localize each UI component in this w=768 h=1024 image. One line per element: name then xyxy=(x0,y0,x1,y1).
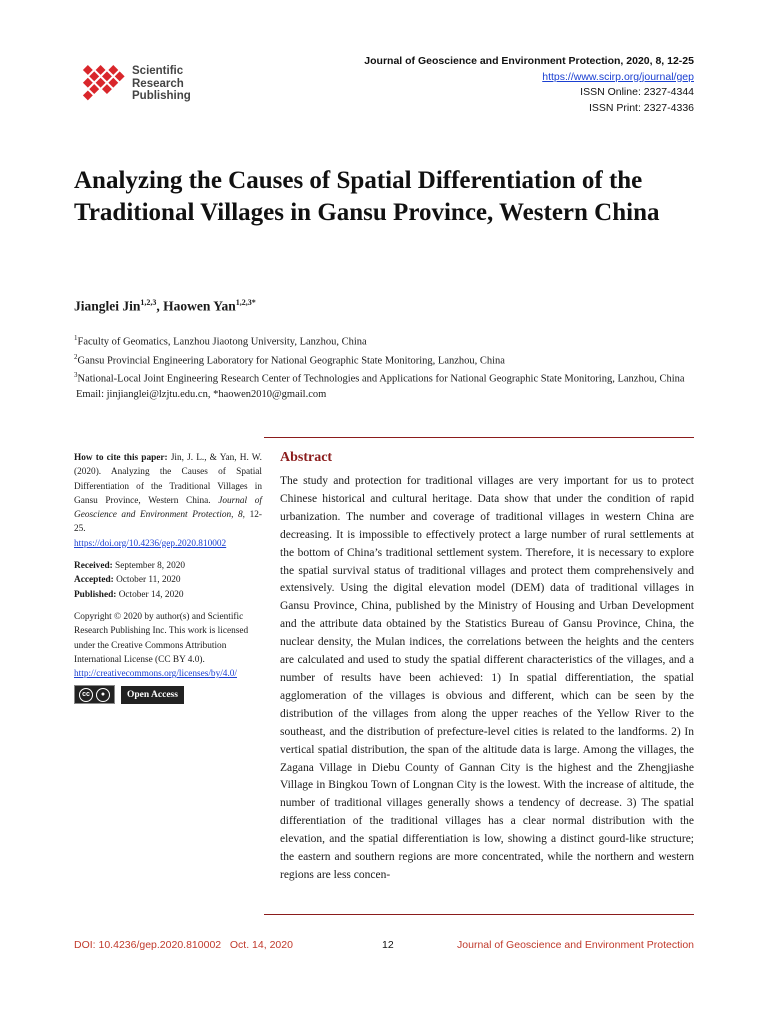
license-badges xyxy=(74,685,262,704)
received-label: Received: xyxy=(74,561,113,572)
journal-url-link[interactable]: https://www.scirp.org/journal/gep xyxy=(542,70,694,83)
affiliation-text: Faculty of Geomatics, Lanzhou Jiaotong University, Lanzhou, China xyxy=(77,336,367,348)
copyright-text: Copyright © 2020 by author(s) and Scientific Research Publishing Inc. This work is licensed under the Creative Commons Attribution International License (CC BY 4.0). xyxy=(74,611,249,665)
affiliation xyxy=(74,350,694,369)
how-to-cite xyxy=(74,451,262,537)
publisher-name: Scientific Research Publishing xyxy=(132,65,191,102)
affiliation xyxy=(74,331,694,350)
affiliations xyxy=(74,331,694,402)
author-name: Jianglei Jin xyxy=(74,298,141,314)
doi-link[interactable]: https://doi.org/10.4236/gep.2020.810002 xyxy=(74,538,227,549)
issn-online: ISSN Online: 2327-4344 xyxy=(580,86,694,98)
footer-journal: Journal of Geoscience and Environment Protection xyxy=(457,939,694,951)
cite-pages: 12-25. xyxy=(74,510,262,535)
copyright-notice xyxy=(74,610,262,681)
author-email: Email: jinjianglei@lzjtu.edu.cn, *haowen2010@gmail.com xyxy=(76,388,327,400)
author-name: Haowen Yan xyxy=(163,298,236,314)
cite-label: How to cite this paper: xyxy=(74,453,168,463)
cc-by-badge[interactable] xyxy=(74,685,115,704)
accepted-label: Accepted: xyxy=(74,575,114,586)
abstract-text: The study and protection for traditional villages are very important for us to protect Chinese historical and cultural heritage. Data show that under the condition of rapid urbanization. The number and coverage of traditional villages in western China are decreasing. It is impossible to effectively protect a large number of rural settlements at the bottom of China’s traditional settlement system. Therefore, it is necessary to explore the spatial survival status of traditional villages and protect them comprehensively and extensively. Using the digital elevation model (DEM) data of traditional villages in Gansu Province, China, published by the Ministry of Housing and Urban Development and the attribute data obtained by the Statistics Bureau of Gansu Province, China, the nuclear density, the Mulan indices, the correlations between the heights and the centers are calculated and used to study the spatial different characteristics of the villages, and a number of results have been achieved: 1) In spatial differentiation, the spatial agglomeration of the villages is obvious and different, which can be seen by the distribution of the villages from along the upper reaches of the Yellow River to the southeast, and the distribution of prefecture-level cities is related to the landforms. 2) In vertical spatial distribution, the span of the altitude data is large. Among the villages, the Zagana Village in Diebu County of Gannan City is the highest and the Zhengjiashe Village in Bingkou Town of Longnan City is the lowest. With the increase of altitude, the number of traditional villages generally shows a tendency of decrease. 3) The spatial differentiation of the traditional villages has a clear normal distribution with the elevation, and the spatial differentiation is low, showing a distinct gourd-like structure; the eastern and southern regions are more concentrated, while the northern and western regions are less concen- xyxy=(280,475,694,881)
affiliation-sup: 3 xyxy=(74,371,78,379)
author-affil-sup: 1,2,3* xyxy=(235,298,256,307)
cite-journal: Journal of Geoscience and Environment Protection, 8, xyxy=(74,495,262,521)
publisher-logo-icon xyxy=(74,54,130,110)
by-icon: ● xyxy=(96,688,110,702)
cc-icon: cc xyxy=(79,688,93,702)
issn-print: ISSN Print: 2327-4336 xyxy=(588,101,694,114)
publisher-logo xyxy=(74,54,204,110)
footer-doi-date xyxy=(74,939,293,951)
published-date: October 14, 2020 xyxy=(118,589,184,600)
abstract-bottom-rule xyxy=(264,914,694,915)
author-separator: , xyxy=(156,298,164,314)
abstract-heading: Abstract xyxy=(280,450,333,465)
paper-title: Analyzing the Causes of Spatial Differentiation of the Traditional Villages in Gansu Province, Western China xyxy=(74,167,660,226)
affiliation-sup: 1 xyxy=(74,334,78,342)
cite-text: Jin, J. L., & Yan, H. W. (2020). Analyzing the Causes of Spatial Differentiation of the Traditional Villages in Gansu Province, Western China. xyxy=(74,453,263,506)
author-list xyxy=(74,298,256,315)
journal-info xyxy=(364,54,694,116)
affiliation-sup: 2 xyxy=(74,352,78,361)
footer-doi: DOI: 10.4236/gep.2020.810002 xyxy=(74,939,222,951)
open-access-badge[interactable]: Open Access xyxy=(121,686,184,704)
article-dates xyxy=(74,559,262,602)
affiliation-text: Gansu Provincial Engineering Laboratory for National Geographic State Monitoring, Lanzhou, China xyxy=(77,355,505,366)
author-affil-sup: 1,2,3 xyxy=(140,298,157,307)
received-date: September 8, 2020 xyxy=(115,561,186,572)
published-label: Published: xyxy=(74,589,117,600)
affiliation xyxy=(74,368,694,387)
affiliation-text: National-Local Joint Engineering Research Center of Technologies and Applications for National Geographic State Monitoring, Lanzhou, China xyxy=(77,373,685,385)
journal-citation: Journal of Geoscience and Environment Protection, 2020, 8, 12-25 xyxy=(364,55,694,67)
page-number: 12 xyxy=(382,939,394,951)
abstract-top-rule xyxy=(264,437,694,438)
footer-date: Oct. 14, 2020 xyxy=(229,939,293,951)
license-link[interactable]: http://creativecommons.org/licenses/by/4.0/ xyxy=(74,669,238,680)
accepted-date: October 11, 2020 xyxy=(116,575,181,586)
article-sidebar xyxy=(74,451,262,704)
